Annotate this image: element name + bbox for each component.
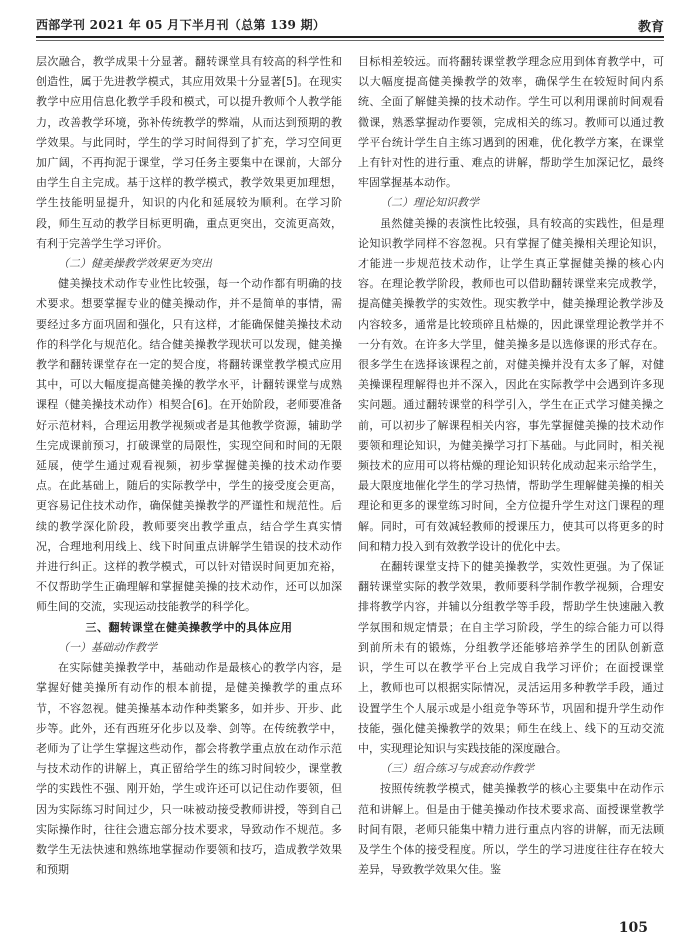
section-category: 教育 — [637, 20, 664, 35]
paragraph: 层次融合，教学成果十分显著。翻转课堂具有较高的科学性和创造性，属于先进教学模式，其应用效果十分显著[5]。在现实教学中应用信息化教学手段和模式，可以提升教师个人教学能力，改善教学环境，弥补传统教学的弊端，从而达到预期的教学效果。与此同时，学生的学习时间得到了扩充，学习空间更加广阔，不再拘泥于课堂，学习任务主要集中在课前，大部分由学生自主完成。基于这样的教学模式，教学效果更加理想，学生技能明显提升，知识的内化和延展较为顺利。在学习阶段，师生互动的教学目标更明确，重点更突出，交流更高效，有利于完善学生学习评价。 — [36, 55, 342, 250]
right-column — [358, 52, 664, 880]
subheading: （三）组合练习与成套动作教学 — [380, 762, 534, 776]
subheading: （二）理论知识教学 — [380, 196, 479, 210]
header-rule — [36, 36, 664, 38]
paragraph: 虽然健美操的表演性比较强，具有较高的实践性，但是理论知识教学同样不容忽视。只有掌握了健美操相关理论知识，才能进一步规范技术动作，让学生真正掌握健美操的核心内容。在理论教学阶段，教师也可以借助翻转课堂来完成教学，提高健美操教学的实效性。现实教学中，健美操理论教学涉及内容较多，通常是比较琐碎且枯燥的，因此课堂理论教学并不一分有效。在许多大学里，健美操多是以选修课的形式存在。很多学生在选择该课程之前，对健美操并没有太多了解，对健美操课程理解得也并不深入，因此在实际教学中会遇到许多现实问题。通过翻转课堂的科学引入，学生在正式学习健美操之前，可以初步了解课程相关内容，事先掌握健美操的技术动作要领和理论知识，为健美操学习打下基础。与此同时，相关视频技术的应用可以将枯燥的理论知识转化成动起来示给学生，最大限度地催化学生的学习热情，帮助学生理解健美操的相关理论和更多的课堂练习时间，全方位提升学生对这门课程的理解。同时，可有效减轻教师的授课压力，使其可以将更多的时间和精力投入到有效教学设计的优化中去。 — [358, 216, 664, 553]
left-column — [36, 52, 342, 880]
subheading: （二）健美操教学效果更为突出 — [58, 257, 212, 271]
page-number: 105 — [618, 920, 648, 936]
paragraph: 目标相差较远。而将翻转课堂教学理念应用到体育教学中，可以大幅度提高健美操教学的效率，确保学生在较短时间内系统、全面了解健美操的技术动作。学生可以利用课前时间观看微课，熟悉掌握动作要领，完成相关的练习。教师可以通过教学平台统计学生自主练习遇到的困难，优化教学方案，在课堂上有针对性的进行重、难点的讲解，帮助学生加深记忆，最终牢固掌握基本动作。 — [358, 55, 664, 190]
paragraph: 在实际健美操教学中，基础动作是最核心的教学内容，是掌握好健美操所有动作的根本前提，是健美操教学的重点环节，不容忽视。健美操基本动作种类繁多，如并步、开步、此步等。此外，还有西班牙化步以及拳、剑等。在传统教学中，老师为了让学生掌握这些动作，都会将教学重点放在动作示范与技术动作的讲解上，真正留给学生的练习时间较少，课堂教学的实践性不强、刚开始，学生或许还可以记住动作要领，但因为实际练习时间过少，只一味被动接受教师讲授，等到自己实际操作时，往往会遗忘部分技术要求，导致动作不规范。多数学生无法快速和熟练地掌握动作要领和技巧，造成教学效果和预期 — [36, 661, 342, 877]
journal-title: 西部学刊 2021 年 05 月下半月刊（总第 139 期） — [36, 18, 326, 32]
paragraph: 健美操技术动作专业性比较强，每一个动作都有明确的技术要求。想要掌握专业的健美操动作，并不是简单的事情，需要经过多方面巩固和强化，只有这样，才能确保健美操技术动作的科学化与规范化。结合健美操教学现状可以发现，健美操教学和翻转课堂存在一定的契合度，将翻转课堂教学模式应用其中，可以大幅度提高健美操的教学水平，计翻转课堂与成熟课程（健美操技术动作）相契合[6]。在开始阶段，老师要准备好示范材料，合理运用教学视频或者是其他教学资源，辅助学生完成课前预习，打破课堂的局限性，实现空间和时间的无限延展，使学生通过观看视频，初步掌握健美操的技术动作要点。在此基础上，随后的实际教学中，学生的接受度会更高，更容易记住技术动作，确保健美操教学的严谨性和规范性。后续的教学深化阶段，教师要突出教学重点，结合学生真实情况，合理地利用线上、线下时间重点讲解学生错误的技术动作并进行纠正。这样的教学模式，可以针对错误时间更加充裕，不仅帮助学生正确理解和掌握健美操的技术动作，还可以加深师生间的交流，实现运动技能教学的科学化。 — [36, 277, 342, 614]
paragraph: 在翻转课堂支持下的健美操教学，实效性更强。为了保证翻转课堂实际的教学效果，教师要科学制作教学视频，合理安排将教学内容，并辅以分组教学等手段，帮助学生快速融入教学氛围和规定情景；在自主学习阶段，学生的综合能力可以得到前所未有的锻炼，分组教学还能够培养学生的团队创新意识，学生可以在教学平台上完成自我学习评价；在面授课堂上，教师也可以根据实际情况，灵活运用多种教学手段，通过设置学生个人展示或是小组竞争等环节，巩固和提升学生动作技能，强化健美操教学的效果；师生在线上、线下的互动交流中，实现理论知识与实践技能的深度融合。 — [358, 560, 664, 755]
header-rule-thin — [36, 40, 664, 41]
section-heading: 三、翻转课堂在健美操教学中的具体应用 — [85, 620, 293, 634]
paragraph: 按照传统教学模式，健美操教学的核心主要集中在动作示范和讲解上。但是由于健美操动作技术要求高、面授课堂教学时间有限，老师只能集中精力进行重点内容的讲解，而无法顾及学生个体的接受程度。所以，学生的学习进度往往存在较大差异，导致教学效果欠佳。鉴 — [358, 782, 664, 877]
page-header — [36, 14, 664, 36]
subheading: （一）基础动作教学 — [58, 640, 157, 654]
